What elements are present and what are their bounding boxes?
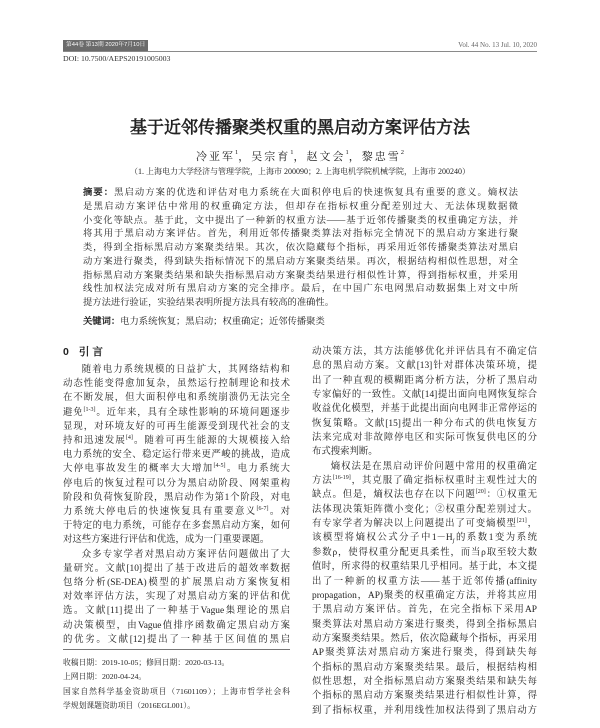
text-line: 恢复策略。文献[15]提出一种分布式的供电恢复方 (312, 418, 537, 429)
footnote-line: 国家自然科学基金资助项目（71601109）；上海市哲学社会科 (63, 686, 290, 696)
text-line: 似性思想，对全指标黑启动方案聚类结果和缺失每 (312, 676, 537, 687)
author (362, 151, 404, 163)
author-name: 冷亚军 (196, 151, 235, 163)
text-line: 出了一种新的权重方法——基于近邻传播(affinity (312, 576, 537, 587)
footnote-received: 收稿日期：2019-10-05；修回日期：2020-03-13。 (63, 658, 230, 667)
journal-issue-badge: 第44卷 第13期 2020年7月10日 (63, 40, 148, 51)
paragraph (312, 345, 537, 460)
footnote-online: 上网日期：2020-04-24。 (63, 672, 147, 682)
keywords (83, 314, 518, 329)
paragraph (63, 548, 290, 647)
right-column (312, 345, 537, 718)
paragraph (312, 460, 537, 718)
text-line: 在不断发展，但大面积停电和系统崩溃仍无法完全 (63, 393, 290, 404)
author-separator: ， (238, 151, 252, 163)
text-line: 法来完成对非故障停电区和实际可恢复供电区的分 (312, 433, 537, 444)
text-line: 布式搜索判断。 (312, 447, 378, 458)
text-line: 方法[16-19]，其克服了确定指标权重时主观性过大的 (312, 475, 537, 487)
author-affiliation-mark: 1 (345, 149, 349, 156)
abstract-body (83, 201, 518, 311)
abstract-line: 类，得到全指标黑启动方案聚类结果。其次，依次隐藏每个指标，再采用近邻传播聚类算法对黑启 (83, 243, 518, 253)
abstract-text: 黑启动方案的优选和评估对电力系统在大面积停电后的快速恢复具有重要的意义。熵权法 (114, 188, 518, 198)
citation-superscript: [21] (516, 518, 527, 525)
abstract-line (83, 186, 518, 201)
text-line: 阶段和负荷恢复阶段，黑启动作为第1个阶段，对电 (63, 492, 290, 503)
citation-superscript: [4] (125, 435, 133, 442)
text-line: 显现，对环境友好的可再生能源受到现代社会的支 (63, 421, 290, 432)
text-line: 停电后的恢复过程可以分为黑启动阶段、网架重构 (63, 478, 290, 489)
text-line: 该模型将熵权公式分子中$1-H_j$的系数1变为系统 (312, 533, 537, 545)
text-line: 包络分析(SE-DEA)模型的扩展黑启动方案恢复相 (63, 578, 290, 589)
text-line: 专家偏好的一致性。文献[14]提出面向电网恢复综合 (312, 390, 537, 401)
text-line: 法体现决策矩阵微小变化；②权重分配差别过大。 (312, 504, 537, 515)
citation-superscript: [16-19] (332, 475, 351, 482)
abstract-line: 指标黑启动方案聚类结果和缺失指标黑启动方案聚类结果进行相似性计算，得到指标权重，并采用 (83, 270, 518, 281)
paper-title: 基于近邻传播聚类权重的黑启动方案评估方法 (130, 118, 470, 137)
text-line: 收益优化模型，并基于此提出面向电网非正常停运的 (312, 404, 537, 415)
text-line: 持和迅速发展[4]。随着可再生能源的大规模接入给 (63, 435, 290, 447)
text-line: 随着电力系统规模的日益扩大，其网络结构和 (81, 365, 290, 375)
text-line: AP聚类算法对黑启动方案进行聚类，得到缺失每 (312, 648, 537, 659)
footnote-rule (63, 649, 290, 650)
author (196, 151, 238, 163)
text-line: 动决策模型，由Vague值排序函数确定黑启动方案 (63, 620, 290, 631)
citation-superscript: [4-5] (213, 463, 226, 470)
citation-superscript: [1-3] (83, 406, 96, 413)
abstract-line: 动方案进行聚类，得到缺失指标情况下的黑启动方案聚类结果。再次，根据结构相似性思想，对全 (83, 256, 518, 267)
abstract-label: 摘要： (83, 187, 115, 197)
text-line: 个指标的黑启动方案聚类结果进行相似性计算，得 (312, 691, 537, 702)
text-line: 缺点。但是，熵权法也存在以下问题[20]：①权重无 (312, 489, 537, 501)
text-line: propagation，AP)聚类的权重确定方法，并将其应用 (312, 590, 537, 601)
author-name: 赵文会 (306, 151, 346, 163)
text-line: 对这些方案进行评估和优选，成为一门重要课题。 (63, 535, 270, 546)
journal-issue-english: Vol. 44 No. 13 Jul. 10, 2020 (458, 41, 537, 49)
citation-superscript: [6-7] (256, 506, 269, 513)
keywords-text: 电力系统恢复；黑启动；权重确定；近邻传播聚类 (120, 317, 325, 327)
text-line: 息的黑启动方案。文献[13]针对群体决策环境，提 (312, 361, 537, 372)
author-name: 吴宗育 (251, 151, 291, 163)
text-line: 出了一种直观的模糊距离分析方法，分析了黑启动 (312, 375, 537, 386)
author (251, 151, 293, 163)
text-line: 有专家学者为解决以上问题提出了可变熵模型[21]， (312, 518, 537, 530)
left-column (63, 363, 290, 647)
abstract-line: 小变化等缺点。基于此，文中提出了一种新的权重方法——基于近邻传播聚类的权重确定方法，并 (83, 215, 518, 226)
text-line: 电力系统的安全、稳定运行带来更严峻的挑战，造成 (63, 450, 290, 461)
text-line: 动方案聚类结果。然后，依次隐藏每个指标，再采用 (312, 633, 537, 644)
text-line: 众多专家学者对黑启动方案评估问题做出了大 (81, 549, 290, 560)
affiliations: （1. 上海电力大学经济与管理学院，上海市 200090；2. 上海电机学院机械学院，上海市 200240） (130, 167, 470, 176)
text-line: 的优劣。文献[12]提出了一种基于区间值的黑启 (63, 634, 290, 645)
section-number: 0 (63, 346, 69, 358)
author-separator: ， (293, 151, 307, 163)
text-line: 避免[1-3]。近年来，具有全球性影响的环境问题逐步 (63, 406, 290, 418)
abstract-line: 提方法进行验证，实验结果表明所提方法具有较高的准确性。 (83, 298, 335, 308)
abstract (83, 186, 518, 311)
text-line: 于黑启动方案评估。首先，在完全指标下采用AP (312, 605, 537, 616)
author-affiliation-mark: 1 (235, 149, 239, 156)
author-name: 黎忠雪 (361, 151, 401, 163)
text-line: 值时，所求得的权重结果几乎相同。基于此，本文提 (312, 562, 537, 573)
text-line: 选。文献[11]提出了一种基于Vague集理论的黑启 (63, 606, 290, 617)
section-title: 引言 (78, 346, 106, 358)
doi: DOI: 10.7500/AEPS20191005003 (63, 54, 171, 63)
paragraph (63, 363, 290, 548)
text-line: 个指标的黑启动方案聚类结果。最后，根据结构相 (312, 662, 537, 673)
text-line: 于特定的电力系统，可能存在多套黑启动方案，如何 (63, 521, 290, 532)
text-line: 到了指标权重，并利用线性加权法得到了黑启动方 (312, 705, 537, 716)
abstract-line: 线性加权法完成对所有黑启动方案的完全排序。最后，在中国广东电网黑启动数据集上对文中所 (83, 284, 518, 295)
footnote-line: 学规划课题资助项目（2016EGL001）。 (63, 700, 196, 710)
author-list (0, 150, 600, 164)
citation-superscript: [20] (475, 489, 486, 496)
author-affiliation-mark: 1 (290, 149, 294, 156)
author-separator: ， (348, 151, 362, 163)
text-line: 大停电事故发生的概率大大增加[4-5]。电力系统大 (63, 463, 290, 475)
text-line: 聚类算法对黑启动方案进行聚类，得到全指标黑启 (312, 619, 537, 630)
author (307, 151, 349, 163)
text-line: 力系统大停电后的快速恢复具有重要意义[6-7]。对 (63, 506, 290, 518)
keywords-label: 关键词： (83, 316, 121, 326)
text-line: 动态性能变得愈加复杂，虽然运行控制理论和技术 (63, 379, 290, 390)
abstract-line: 将其用于黑启动方案评估。首先，利用近邻传播聚类算法对指标完全情况下的黑启动方案进行聚 (83, 229, 518, 240)
section-heading (63, 345, 106, 359)
text-line: 熵权法是在黑启动评价问题中常用的权重确定 (330, 461, 537, 472)
footnotes (63, 656, 290, 713)
text-line: 动决策方法，其方法能够优化并评估具有不确定信 (312, 347, 537, 357)
footnote-funding (63, 685, 290, 714)
header-rule (63, 51, 537, 52)
text-line: 对效率评估方法，实现了对黑启动方案的评估和优 (63, 592, 290, 603)
subscript: j (452, 537, 455, 545)
abstract-line: 是黑启动方案评估中常用的权重确定方法，但却存在指标权重分配差别过大、无法体现数据微 (83, 201, 518, 212)
author-affiliation-mark: 2 (400, 149, 404, 156)
text-line: 参数ρ，使得权重分配更具柔性，而当ρ取至较大数 (312, 547, 537, 558)
text-line: 量研究。文献[10]提出了基于改进后的超效率数据 (63, 563, 290, 574)
